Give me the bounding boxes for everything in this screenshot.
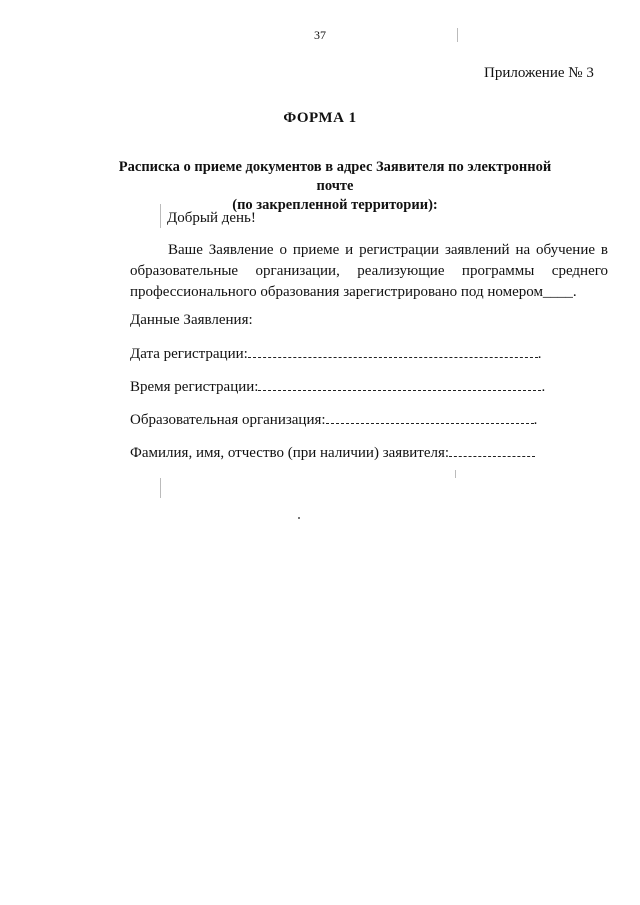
applicant-name-row bbox=[130, 444, 535, 462]
scan-artifact bbox=[457, 28, 458, 42]
line-end-dot: . bbox=[541, 379, 546, 395]
registration-time-row bbox=[130, 378, 545, 396]
organization-blank[interactable] bbox=[326, 411, 534, 424]
heading-line-2: (по закрепленной территории): bbox=[232, 197, 438, 213]
registration-date-label: Дата регистрации: bbox=[130, 346, 248, 362]
registration-date-blank[interactable] bbox=[248, 345, 538, 358]
greeting: Добрый день! bbox=[167, 210, 256, 226]
paragraph-line-1: Ваше Заявление о приеме и регистрации заявлений на обучение в bbox=[168, 242, 608, 258]
organization-row bbox=[130, 411, 537, 429]
registration-paragraph bbox=[130, 240, 608, 303]
paragraph-line-3: профессионального образования зарегистрировано под номером____. bbox=[130, 284, 577, 300]
appendix-label: Приложение № 3 bbox=[484, 65, 594, 81]
receipt-heading bbox=[100, 158, 570, 215]
form-title: ФОРМА 1 bbox=[283, 110, 357, 126]
scan-artifact bbox=[160, 478, 161, 498]
organization-label: Образовательная организация: bbox=[130, 412, 326, 428]
page-number: 37 bbox=[314, 28, 326, 42]
line-end-dot: . bbox=[537, 346, 542, 362]
paragraph-line-2: образовательные организации, реализующие программы среднего bbox=[130, 263, 608, 279]
scan-artifact bbox=[455, 470, 456, 478]
scan-artifact bbox=[160, 204, 161, 228]
registration-time-label: Время регистрации: bbox=[130, 379, 259, 395]
registration-date-row bbox=[130, 345, 542, 363]
registration-time-blank[interactable] bbox=[258, 378, 541, 391]
applicant-name-label: Фамилия, имя, отчество (при наличии) заявителя: bbox=[130, 445, 450, 461]
heading-line-1: Расписка о приеме документов в адрес Заявителя по электронной почте bbox=[118, 159, 552, 194]
applicant-name-blank[interactable] bbox=[449, 444, 535, 457]
line-end-dot: . bbox=[533, 412, 538, 428]
application-data-label: Данные Заявления: bbox=[130, 312, 253, 328]
scan-dot bbox=[298, 517, 300, 519]
